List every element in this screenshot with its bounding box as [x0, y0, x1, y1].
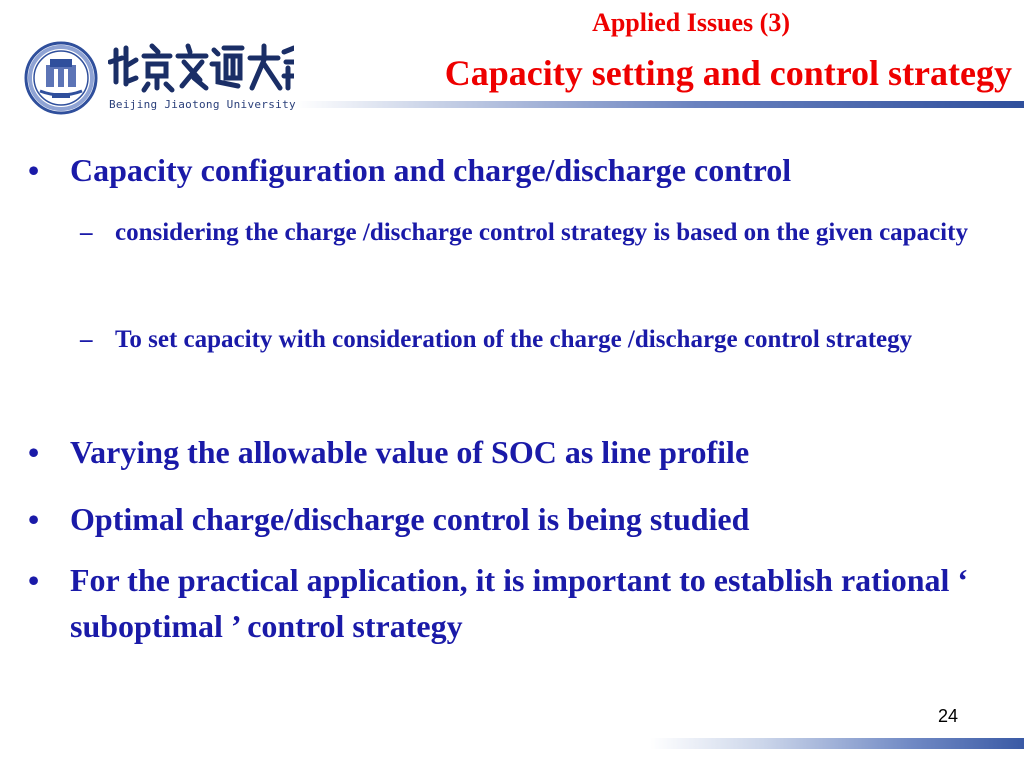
slide-subtitle: Applied Issues (3) — [592, 8, 790, 37]
sub-bullet-text: considering the charge /discharge control strategy is based on the given capacity — [115, 219, 968, 246]
page-number: 24 — [938, 706, 959, 726]
bullet-marker: • — [28, 152, 40, 188]
bullet-text: Optimal charge/discharge control is being studied — [70, 501, 750, 537]
dash-marker: – — [80, 326, 93, 353]
bullet-item — [28, 496, 1010, 542]
sub-bullet-item — [80, 208, 995, 258]
bullet-text: Capacity configuration and charge/discharge control — [70, 152, 792, 188]
bullet-text: Varying the allowable value of SOC as line profile — [70, 434, 750, 470]
sub-bullet-text: To set capacity with consideration of the charge /discharge control strategy — [115, 326, 913, 353]
bullet-item — [28, 557, 1010, 649]
bullet-marker: • — [28, 434, 40, 470]
bullet-item — [28, 429, 1010, 475]
bullet-item — [28, 147, 1010, 193]
university-name-en: Beijing Jiaotong University — [109, 98, 296, 111]
dash-marker: – — [80, 219, 93, 246]
sub-bullet-item — [80, 315, 995, 365]
bullet-marker: • — [28, 562, 40, 598]
bullet-marker: • — [28, 501, 40, 537]
slide-title: Capacity setting and control strategy — [444, 53, 1012, 93]
footer-gradient-bar — [650, 738, 1024, 749]
bullet-text: For the practical application, it is important to establish rational ‘ suboptimal ’ control strategy — [70, 562, 969, 644]
